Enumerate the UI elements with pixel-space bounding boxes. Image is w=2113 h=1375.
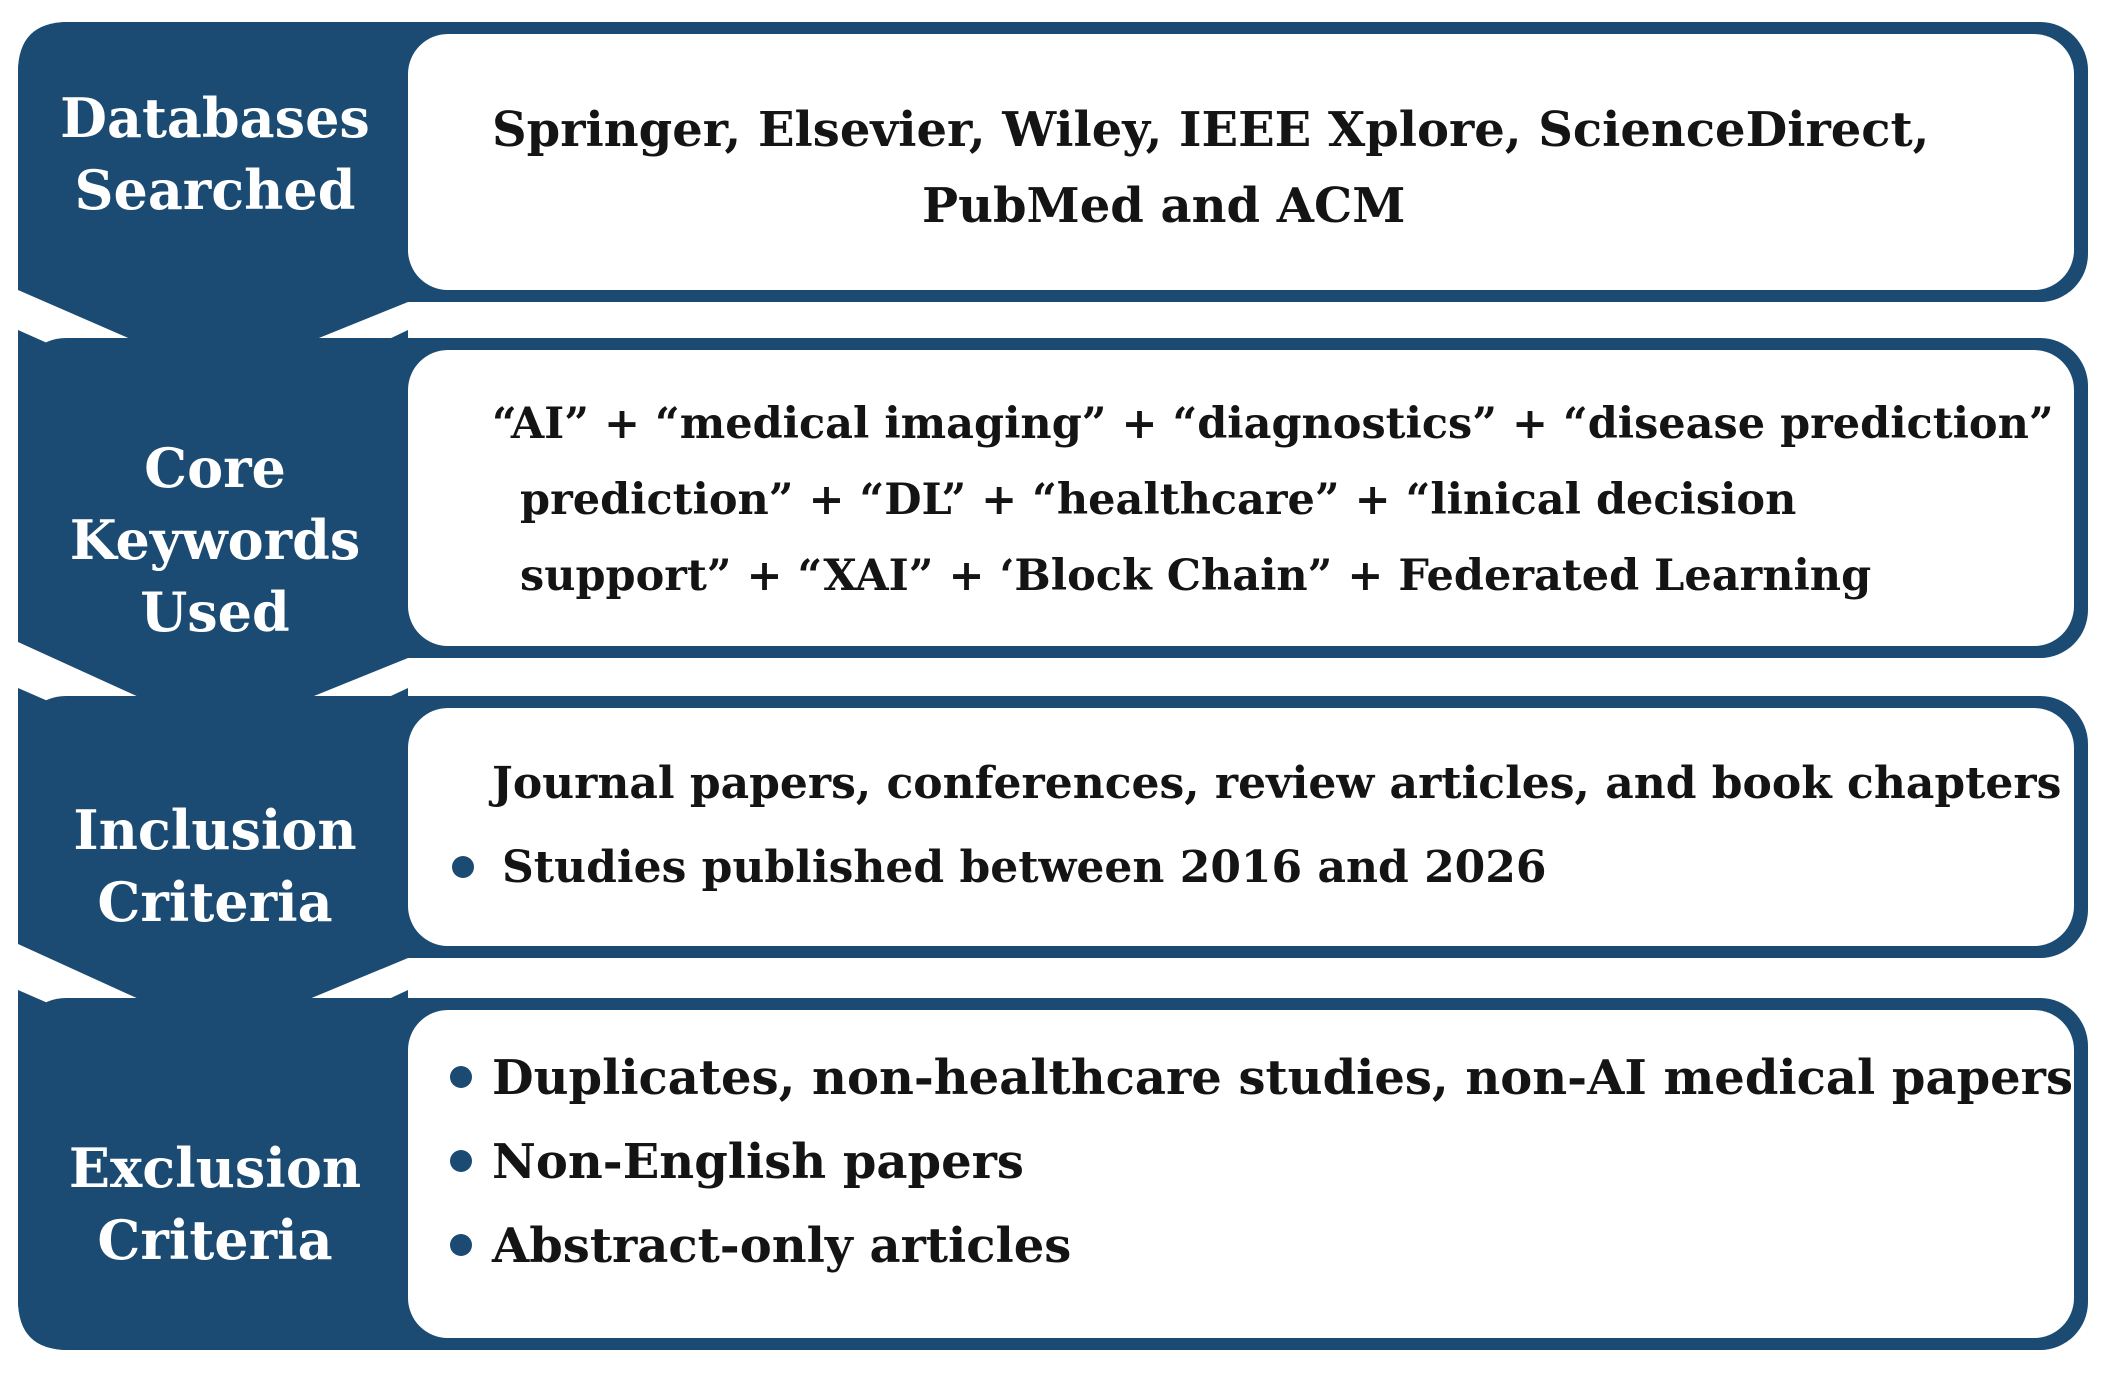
exclusion-content xyxy=(470,1036,2073,1288)
stage-label-line: Searched xyxy=(74,158,356,222)
inclusion-bullet-item xyxy=(470,826,2073,910)
inclusion-content xyxy=(470,742,2073,910)
databases-line: Springer, Elsevier, Wiley, IEEE Xplore, ScienceDirect, xyxy=(492,102,1930,158)
keywords-line: prediction” + “DL” + “healthcare” + “linical decision xyxy=(520,475,1797,525)
stage-label-exclusion xyxy=(22,1132,408,1276)
keywords-line: support” + “XAI” + ‘Block Chain” + Federated Learning xyxy=(520,551,1872,601)
exclusion-bullet-item xyxy=(470,1036,2073,1120)
bullet-dot xyxy=(450,1066,472,1088)
stage-label-inclusion xyxy=(22,794,408,938)
stage-label-line: Core xyxy=(144,436,286,500)
stage-label-databases xyxy=(22,82,408,226)
stage-label-line: Exclusion xyxy=(68,1136,362,1200)
bullet-dot xyxy=(452,856,474,878)
exclusion-line: Abstract-only articles xyxy=(492,1218,1072,1274)
bullet-dot xyxy=(450,1234,472,1256)
stage-label-line: Used xyxy=(140,580,290,644)
stage-label-line: Criteria xyxy=(97,870,333,934)
stage-label-line: Keywords xyxy=(69,508,361,572)
databases-content xyxy=(470,92,2073,244)
stage-label-line: Inclusion xyxy=(73,798,357,862)
stage-label-keywords xyxy=(22,432,408,648)
keywords-content xyxy=(470,386,2073,614)
inclusion-line: Studies published between 2016 and 2026 xyxy=(502,842,1547,893)
keywords-line: “AI” + “medical imaging” + “diagnostics” + “disease prediction” xyxy=(492,399,2054,449)
inclusion-line: Journal papers, conferences, review articles, and book chapters xyxy=(492,758,2062,809)
exclusion-bullet-item xyxy=(470,1120,2073,1204)
exclusion-line: Duplicates, non-healthcare studies, non-AI medical papers xyxy=(492,1050,2073,1106)
stage-label-line: Criteria xyxy=(97,1208,333,1272)
exclusion-bullet-item xyxy=(470,1204,2073,1288)
bullet-dot xyxy=(450,1150,472,1172)
exclusion-line: Non-English papers xyxy=(492,1134,1024,1190)
databases-line: PubMed and ACM xyxy=(922,178,1406,234)
stage-label-line: Databases xyxy=(60,86,370,150)
